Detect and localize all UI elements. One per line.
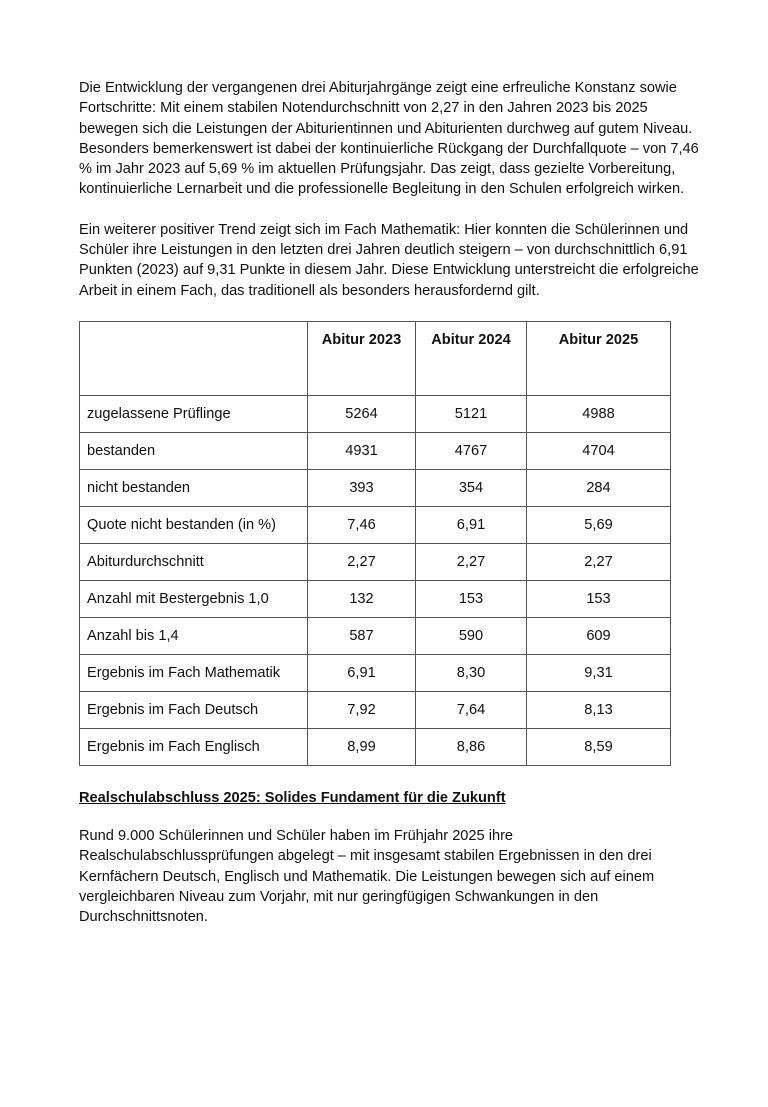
table-header-abitur-2024: Abitur 2024	[416, 321, 527, 395]
cell-2023: 7,46	[308, 506, 416, 543]
cell-2023: 2,27	[308, 543, 416, 580]
math-paragraph: Ein weiterer positiver Trend zeigt sich im Fach Mathematik: Hier konnten die Schülerinnen und Schüler ihre Leistungen in den letzten drei Jahren deutlich steigern – von durchschnittlich 6,91 Punkten (2023) auf 9,31 Punkte in diesem Jahr. Diese Entwicklung unterstreicht die erfolgreiche Arbeit in einem Fach, das traditionell als besonders herausfordernd gilt.	[79, 221, 699, 299]
cell-2025: 153	[527, 580, 671, 617]
table-row	[80, 728, 671, 765]
cell-2023: 132	[308, 580, 416, 617]
table-row	[80, 432, 671, 469]
table-row	[80, 469, 671, 506]
row-label: Abiturdurchschnitt	[80, 543, 308, 580]
cell-2025: 4704	[527, 432, 671, 469]
cell-2025: 4988	[527, 395, 671, 432]
row-label: Ergebnis im Fach Mathematik	[80, 654, 308, 691]
cell-2024: 7,64	[416, 691, 527, 728]
row-label: Anzahl mit Bestergebnis 1,0	[80, 580, 308, 617]
table-row	[80, 617, 671, 654]
cell-2023: 6,91	[308, 654, 416, 691]
table-row	[80, 654, 671, 691]
table-header-empty	[80, 321, 308, 395]
cell-2025: 609	[527, 617, 671, 654]
table-row	[80, 691, 671, 728]
cell-2023: 7,92	[308, 691, 416, 728]
table-header-abitur-2023: Abitur 2023	[308, 321, 416, 395]
intro-paragraph: Die Entwicklung der vergangenen drei Abiturjahrgänge zeigt eine erfreuliche Konstanz sowie Fortschritte: Mit einem stabilen Notendurchschnitt von 2,27 in den Jahren 2023 bis 2025 bewegen sich die Leistungen der Abiturientinnen und Abiturienten durchweg auf gutem Niveau. Besonders bemerkenswert ist dabei der kontinuierliche Rückgang der Durchfallquote – von 7,46 % im Jahr 2023 auf 5,69 % im aktuellen Prüfungsjahr. Das zeigt, dass gezielte Vorbereitung, kontinuierliche Lernarbeit und die professionelle Begleitung in den Schulen erfolgreich wirken.	[79, 80, 699, 198]
row-label: zugelassene Prüflinge	[80, 395, 308, 432]
row-label: Quote nicht bestanden (in %)	[80, 506, 308, 543]
abitur-results-table	[79, 321, 671, 766]
row-label: Ergebnis im Fach Englisch	[80, 728, 308, 765]
realschule-paragraph: Rund 9.000 Schülerinnen und Schüler haben im Frühjahr 2025 ihre Realschulabschlussprüfungen abgelegt – mit insgesamt stabilen Ergebnissen in den drei Kernfächern Deutsch, Englisch und Mathematik. Die Leistungen bewegen sich auf einem vergleichbaren Niveau zum Vorjahr, mit nur geringfügigen Schwankungen in den Durchschnittsnoten.	[79, 827, 655, 926]
table-row	[80, 543, 671, 580]
row-label: Anzahl bis 1,4	[80, 617, 308, 654]
cell-2023: 393	[308, 469, 416, 506]
cell-2025: 284	[527, 469, 671, 506]
cell-2024: 2,27	[416, 543, 527, 580]
table-header-row	[80, 321, 671, 395]
cell-2023: 587	[308, 617, 416, 654]
cell-2024: 6,91	[416, 506, 527, 543]
cell-2025: 2,27	[527, 543, 671, 580]
section-heading: Realschulabschluss 2025: Solides Fundament für die Zukunft	[79, 789, 506, 806]
cell-2025: 8,13	[527, 691, 671, 728]
table-header-abitur-2025: Abitur 2025	[527, 321, 671, 395]
table-row	[80, 395, 671, 432]
cell-2024: 8,30	[416, 654, 527, 691]
row-label: Ergebnis im Fach Deutsch	[80, 691, 308, 728]
cell-2024: 354	[416, 469, 527, 506]
cell-2023: 8,99	[308, 728, 416, 765]
cell-2024: 153	[416, 580, 527, 617]
document-page	[79, 78, 699, 927]
cell-2023: 5264	[308, 395, 416, 432]
cell-2025: 8,59	[527, 728, 671, 765]
row-label: nicht bestanden	[80, 469, 308, 506]
row-label: bestanden	[80, 432, 308, 469]
cell-2024: 590	[416, 617, 527, 654]
cell-2024: 8,86	[416, 728, 527, 765]
table-row	[80, 580, 671, 617]
cell-2024: 4767	[416, 432, 527, 469]
cell-2024: 5121	[416, 395, 527, 432]
cell-2025: 9,31	[527, 654, 671, 691]
cell-2025: 5,69	[527, 506, 671, 543]
cell-2023: 4931	[308, 432, 416, 469]
table-row	[80, 506, 671, 543]
